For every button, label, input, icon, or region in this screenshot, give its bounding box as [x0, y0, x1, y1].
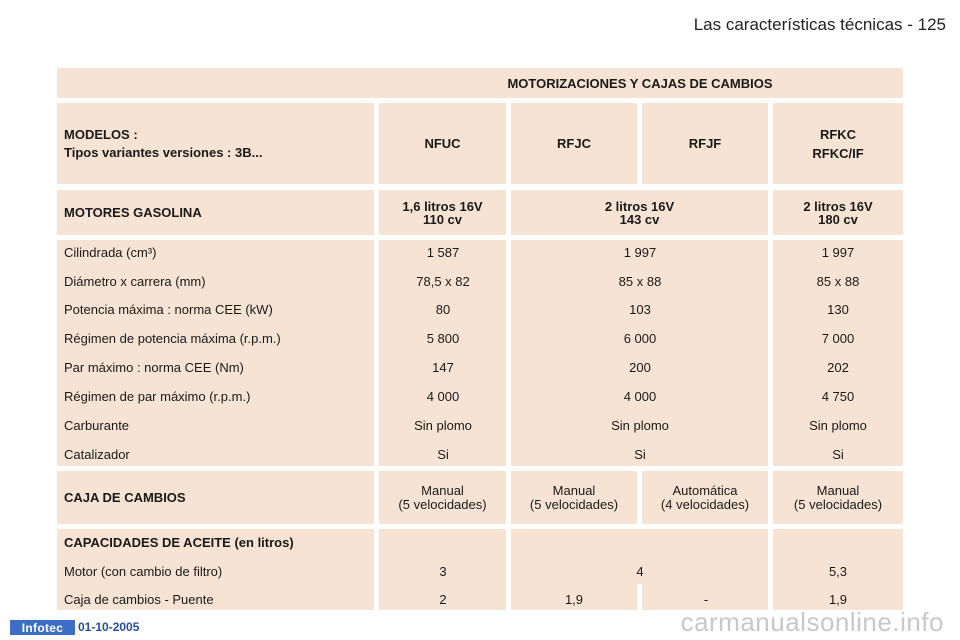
- spec-label-regimen-par: Régimen de par máximo (r.p.m.): [64, 389, 251, 404]
- spec-value: 200: [629, 360, 651, 375]
- engine-1: 1,6 litros 16V 110 cv: [379, 190, 506, 235]
- oil-engine-value: 5,3: [828, 564, 848, 579]
- oil-engine-value: 4: [636, 564, 644, 579]
- spec-value: 1 997: [821, 245, 855, 260]
- oil-gearbox-value: -: [703, 592, 709, 607]
- models-label-cell: [57, 103, 374, 184]
- spec-value: 85 x 88: [618, 274, 662, 289]
- model-code-rfkc: RFKC RFKC/IF: [773, 103, 903, 184]
- spec-label-potencia: Potencia máxima : norma CEE (kW): [64, 302, 273, 317]
- spec-value: 4 000: [623, 389, 657, 404]
- model-code-rfjf: RFJF: [642, 103, 768, 184]
- spec-value: 147: [432, 360, 454, 375]
- models-variants-label: Tipos variantes versiones : 3B...: [64, 145, 263, 160]
- oil-gearbox-value: 1,9: [564, 592, 584, 607]
- spec-value: 80: [435, 302, 451, 317]
- model-code-rfjc: RFJC: [511, 103, 637, 184]
- gearbox-1: Manual (5 velocidades): [379, 471, 506, 524]
- oil-label: CAPACIDADES DE ACEITE (en litros): [64, 535, 294, 550]
- spec-value: 130: [827, 302, 849, 317]
- oil-gearbox-value: 2: [439, 592, 447, 607]
- gearbox-4: Manual (5 velocidades): [773, 471, 903, 524]
- spec-value: Si: [832, 447, 844, 462]
- engines-label: MOTORES GASOLINA: [64, 205, 202, 220]
- spec-value: Si: [634, 447, 646, 462]
- footer-date: 01-10-2005: [78, 620, 140, 634]
- spec-value: 1 587: [426, 245, 460, 260]
- page-header: Las características técnicas - 125: [693, 15, 946, 34]
- engine-2: 2 litros 16V 143 cv: [511, 190, 768, 235]
- table-title: MOTORIZACIONES Y CAJAS DE CAMBIOS: [507, 76, 773, 91]
- watermark: carmanualsonline.info: [680, 607, 944, 637]
- oil-engine-value: 3: [439, 564, 447, 579]
- spec-value: 1 997: [623, 245, 657, 260]
- spec-value: Sin plomo: [611, 418, 669, 433]
- spec-value: Sin plomo: [809, 418, 867, 433]
- spec-value: 4 750: [821, 389, 855, 404]
- spec-label-regimen-potencia: Régimen de potencia máxima (r.p.m.): [64, 331, 281, 346]
- gearbox-2: Manual (5 velocidades): [511, 471, 637, 524]
- spec-label-diametro: Diámetro x carrera (mm): [64, 274, 206, 289]
- spec-value: Sin plomo: [414, 418, 472, 433]
- models-label: MODELOS :: [64, 127, 138, 142]
- oil-gearbox-value: 1,9: [828, 592, 848, 607]
- gearbox-3: Automática (4 velocidades): [642, 471, 768, 524]
- gearbox-label: CAJA DE CAMBIOS: [64, 490, 186, 505]
- spec-value: 4 000: [426, 389, 460, 404]
- infotec-logo: Infotec: [10, 620, 75, 635]
- spec-label-catalizador: Catalizador: [64, 447, 130, 462]
- spec-value: 85 x 88: [816, 274, 860, 289]
- spec-value: 103: [629, 302, 651, 317]
- spec-label-cilindrada: Cilindrada (cm³): [64, 245, 157, 260]
- spec-value: 5 800: [426, 331, 460, 346]
- spec-value: Si: [437, 447, 449, 462]
- model-code-nfuc: NFUC: [379, 103, 506, 184]
- spec-value: 6 000: [623, 331, 657, 346]
- oil-engine-label: Motor (con cambio de filtro): [64, 564, 223, 579]
- engine-3: 2 litros 16V 180 cv: [773, 190, 903, 235]
- oil-gearbox-label: Caja de cambios - Puente: [64, 592, 214, 607]
- spec-label-carburante: Carburante: [64, 418, 130, 433]
- spec-value: 7 000: [821, 331, 855, 346]
- spec-value: 202: [827, 360, 849, 375]
- spec-value: 78,5 x 82: [416, 274, 470, 289]
- spec-label-par: Par máximo : norma CEE (Nm): [64, 360, 244, 375]
